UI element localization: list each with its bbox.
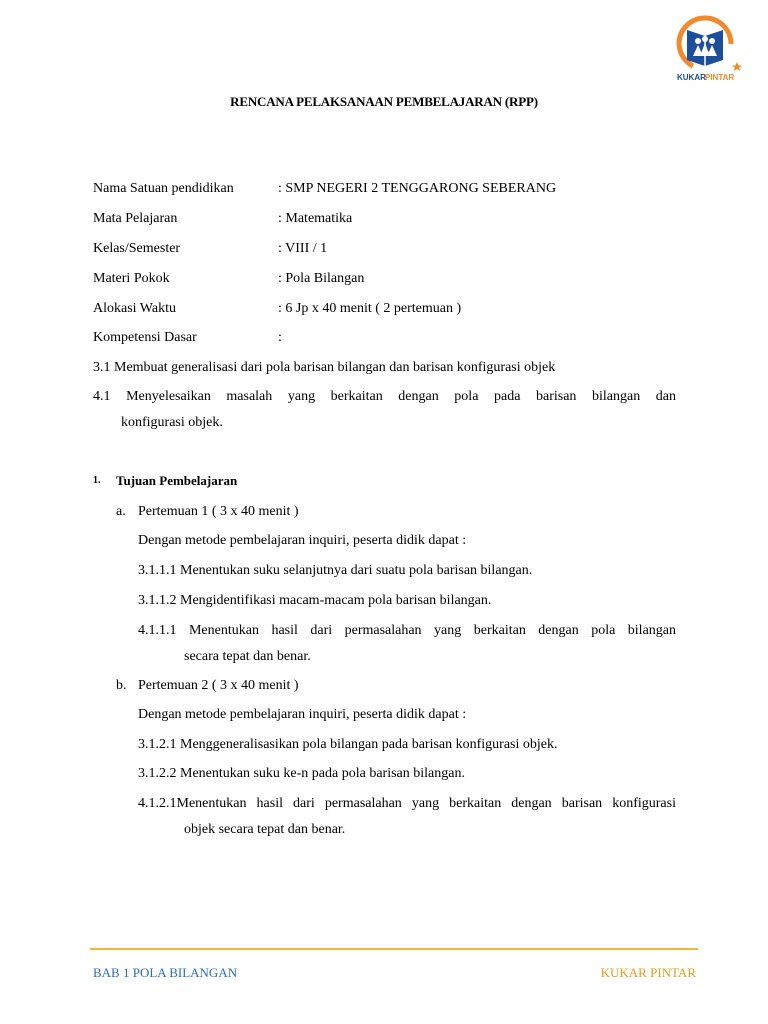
kukar-pintar-logo bbox=[665, 10, 745, 82]
document-title: RENCANA PELAKSANAAN PEMBELAJARAN (RPP) bbox=[230, 94, 538, 109]
objective-3-1-1-2: 3.1.1.2 Mengidentifikasi macam-macam pola barisan bilangan. bbox=[138, 593, 492, 608]
label-kompetensi-dasar: Kompetensi Dasar bbox=[93, 330, 197, 345]
objective-4-1-2-1-line1: 4.1.2.1Menentukan hasil dari permasalahan yang berkaitan dengan barisan konfigurasi bbox=[138, 796, 676, 811]
label-materi-pokok: Materi Pokok bbox=[93, 271, 170, 286]
meeting-a-letter: a. bbox=[116, 504, 126, 519]
logo-text-pintar: PINTAR bbox=[705, 73, 735, 82]
label-mata-pelajaran: Mata Pelajaran bbox=[93, 211, 178, 226]
footer-brand: KUKAR PINTAR bbox=[600, 965, 696, 980]
value-materi-pokok: : Pola Bilangan bbox=[278, 271, 365, 286]
kd-4-1-line1: 4.1 Menyelesaikan masalah yang berkaitan dengan pola pada barisan bilangan dan bbox=[93, 389, 676, 404]
section-heading: Tujuan Pembelajaran bbox=[116, 473, 238, 488]
section-number: 1. bbox=[93, 475, 101, 486]
value-kelas-semester: : VIII / 1 bbox=[278, 241, 328, 256]
objective-4-1-1-1-line1: 4.1.1.1 Menentukan hasil dari permasalahan yang berkaitan dengan pola bilangan bbox=[138, 623, 676, 638]
footer-chapter: BAB 1 POLA BILANGAN bbox=[93, 965, 238, 980]
label-kelas-semester: Kelas/Semester bbox=[93, 241, 181, 256]
objective-3-1-1-1: 3.1.1.1 Menentukan suku selanjutnya dari suatu pola barisan bilangan. bbox=[138, 563, 533, 578]
objective-3-1-2-2: 3.1.2.2 Menentukan suku ke-n pada pola barisan bilangan. bbox=[138, 766, 465, 781]
objective-3-1-2-1: 3.1.2.1 Menggeneralisasikan pola bilangan pada barisan konfigurasi objek. bbox=[138, 737, 558, 752]
meeting-a-intro: Dengan metode pembelajaran inquiri, peserta didik dapat : bbox=[138, 533, 467, 548]
label-alokasi-waktu: Alokasi Waktu bbox=[93, 301, 176, 316]
value-mata-pelajaran: : Matematika bbox=[278, 211, 353, 226]
kd-3-1: 3.1 Membuat generalisasi dari pola barisan bilangan dan barisan konfigurasi objek bbox=[93, 360, 556, 375]
label-nama-satuan: Nama Satuan pendidikan bbox=[93, 181, 234, 196]
meeting-b-letter: b. bbox=[116, 678, 127, 693]
meeting-b-intro: Dengan metode pembelajaran inquiri, peserta didik dapat : bbox=[138, 707, 467, 722]
value-kompetensi-dasar: : bbox=[278, 330, 282, 345]
objective-4-1-1-1-line2: secara tepat dan benar. bbox=[184, 649, 311, 664]
meeting-b-title: Pertemuan 2 ( 3 x 40 menit ) bbox=[138, 678, 299, 693]
objective-4-1-2-1-line2: objek secara tepat dan benar. bbox=[184, 822, 346, 837]
value-nama-satuan: : SMP NEGERI 2 TENGGARONG SEBERANG bbox=[278, 181, 557, 196]
footer-rule bbox=[90, 948, 698, 950]
value-alokasi-waktu: : 6 Jp x 40 menit ( 2 pertemuan ) bbox=[278, 301, 462, 316]
meeting-a-title: Pertemuan 1 ( 3 x 40 menit ) bbox=[138, 504, 299, 519]
logo-text-kukar: KUKAR bbox=[677, 73, 706, 82]
kd-4-1-line2: konfigurasi objek. bbox=[121, 415, 223, 430]
